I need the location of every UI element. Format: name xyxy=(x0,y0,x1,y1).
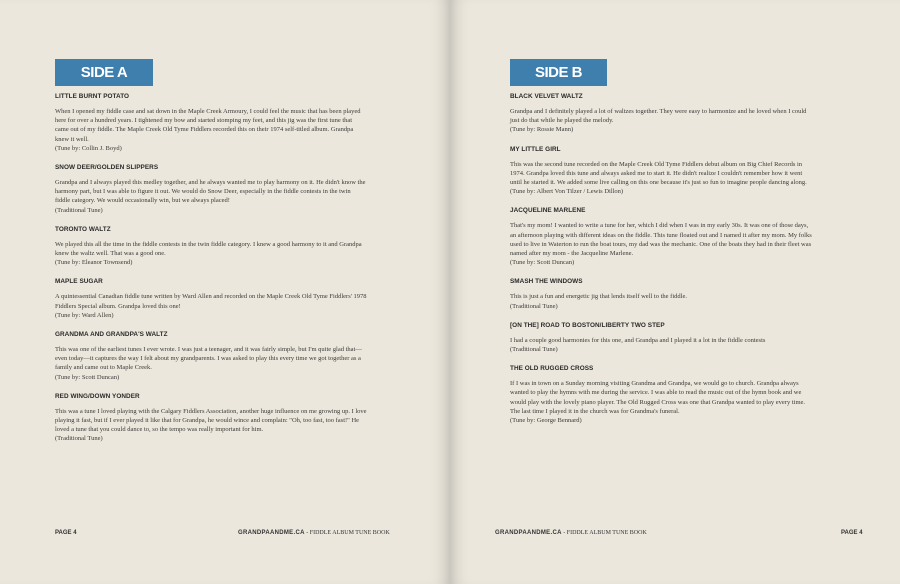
tune-title: TORONTO WALTZ xyxy=(55,225,111,233)
footer-site-name: GRANDPAANDME.CA xyxy=(238,530,305,536)
footer-site xyxy=(495,530,647,536)
tune-title: LITTLE BURNT POTATO xyxy=(55,93,130,100)
page-number-text: PAGE 4 xyxy=(55,530,77,536)
tune-description: This was the second tune recorded on the Maple Creek Old Tyme Fiddlers debut album on Big Chief Records in 1974. Grandpa loved this tune and always asked me to start it. He didn't realize I couldn't remember how it went until he started it. We added some live calling on this one because it's just so fun to imagine people dancing along. xyxy=(510,160,807,187)
tune-credit: (Traditional Tune) xyxy=(55,206,103,214)
tune-description: We played this all the time in the fiddle contests in the twin fiddle category. I knew a good harmony to it and Grandpa knew the waltz well. That was a good one. xyxy=(55,240,362,258)
right-tune-list xyxy=(510,93,815,436)
tune-description: Grandpa and I definitely played a lot of waltzes together. They were easy to harmonize and he loved when I could just do that while he played the melody. xyxy=(510,108,807,125)
tune-credit: (Tune by: Collin J. Boyd) xyxy=(55,144,122,152)
page-number-text: PAGE 4 xyxy=(841,530,863,536)
tune-credit: (Tune by: Rossie Mann) xyxy=(510,126,574,134)
tune-description: This was a tune I loved playing with the Calgary Fiddlers Association, another huge influence on me growing up. I love playing it fast, but if I ever played it like that for Grandpa, he would wince and complain: "Oh, too fast, too fast!" He loved a tune that you could dance to, so the tempo was really important for him. xyxy=(55,407,367,434)
tune-title: THE OLD RUGGED CROSS xyxy=(510,365,594,373)
side-b-badge: SIDE B xyxy=(510,59,607,86)
left-tune-list xyxy=(55,93,367,455)
tune-entry xyxy=(510,146,815,197)
tune-credit: (Traditional Tune) xyxy=(510,346,558,354)
tune-description: If I was in town on a Sunday morning visiting Grandma and Grandpa, we would go to church. Grandpa always wanted to play the hymns with me during the service. I was able to read the music out of the hymn book and we would play with the lovely piano player. The Old Rugged Cross was one that Grandpa wanted to play every time. The last time I played it in the church was for Grandma's funeral. xyxy=(510,380,806,415)
page-number xyxy=(841,530,863,536)
tune-description: That's my mom! I wanted to write a tune for her, which I did when I was in my early 30s. It was one of those days, an afternoon playing with different ideas on the fiddle. This tune floated out and I named it after my mom. My folks used to live in Waterton to run the boat tours, my dad was the mechanic. One of the boats they had in their fleet was named after my mom - the Jacqueline Marlene. xyxy=(510,222,812,258)
tune-entry xyxy=(510,278,815,310)
tune-title: MY LITTLE GIRL xyxy=(510,145,561,153)
tune-description: When I opened my fiddle case and sat down in the Maple Creek Armoury, I could feel the music that has been played here for over a hundred years. I tightened my bow and started stomping my feet, and this jig was the first tune that came out of my fiddle. The Maple Creek Old Tyme Fiddlers recorded this on their 1974 self-titled album. Grandpa knew it well. xyxy=(55,108,361,143)
side-a-badge: SIDE A xyxy=(55,59,153,86)
tune-entry xyxy=(55,331,367,382)
tune-description: This is just a fun and energetic jig that lends itself well to the fiddle. xyxy=(510,293,687,301)
tune-entry xyxy=(510,207,815,267)
tune-description: I had a couple good harmonies for this one, and Grandpa and I played it a lot in the fiddle contests xyxy=(510,336,766,344)
tune-entry xyxy=(510,322,815,354)
tune-title: SNOW DEER/GOLDEN SLIPPERS xyxy=(55,164,159,172)
tune-entry xyxy=(55,278,367,320)
footer-site xyxy=(238,530,390,536)
tune-title: JACQUELINE MARLENE xyxy=(510,207,586,215)
tune-title: SMASH THE WINDOWS xyxy=(510,278,583,286)
tune-description: This was one of the earliest tunes I ever wrote. I was just a teenager, and it was fairly simple, but I'm quite glad that—even today—it captures the way I felt about my grandparents. I was asked to play this every time we got together as a family and came out to Maple Creek. xyxy=(55,346,362,372)
tune-description: A quintessential Canadian fiddle tune written by Ward Allen and recorded on the Maple Creek Old Tyme Fiddlers' 1978 Fiddlers Special album. Grandpa loved this one! xyxy=(55,293,367,310)
tune-entry xyxy=(55,226,367,268)
right-page xyxy=(450,0,900,584)
tune-credit: (Tune by: Scott Duncan) xyxy=(55,373,120,381)
footer-book-title: - FIDDLE ALBUM TUNE BOOK xyxy=(304,530,390,536)
tune-credit: (Traditional Tune) xyxy=(510,302,558,310)
tune-entry xyxy=(55,393,367,444)
tune-credit: (Tune by: Ward Allen) xyxy=(55,311,114,319)
tune-entry xyxy=(55,93,367,153)
tune-entry xyxy=(55,164,367,215)
tune-title: BLACK VELVET WALTZ xyxy=(510,93,583,100)
tune-title: RED WING/DOWN YONDER xyxy=(55,392,140,400)
tune-description: Grandpa and I always played this medley together, and he always wanted me to play harmony on it. He didn't know the harmony part, but I was able to figure it out. We would do Snow Deer, especially in the fiddle contests in the twin fiddle category. We would occasionally win, but we always placed! xyxy=(55,179,366,205)
tune-credit: (Tune by: Eleanor Townsend) xyxy=(55,259,133,267)
tune-entry xyxy=(510,365,815,425)
tune-entry xyxy=(510,93,815,135)
tune-credit: (Tune by: George Bennard) xyxy=(510,417,582,425)
page-number xyxy=(55,530,77,536)
tune-credit: (Tune by: Albert Von Tilzer / Lewis Dillon) xyxy=(510,188,624,196)
tune-title: MAPLE SUGAR xyxy=(55,278,103,286)
tune-credit: (Tune by: Scott Duncan) xyxy=(510,259,575,267)
tune-title: [ON THE] ROAD TO BOSTON/LIBERTY TWO STEP xyxy=(510,321,665,329)
footer-book-title: - FIDDLE ALBUM TUNE BOOK xyxy=(561,530,647,536)
tune-title: GRANDMA AND GRANDPA'S WALTZ xyxy=(55,331,168,339)
tune-credit: (Traditional Tune) xyxy=(55,435,103,443)
footer-site-name: GRANDPAANDME.CA xyxy=(495,530,562,536)
